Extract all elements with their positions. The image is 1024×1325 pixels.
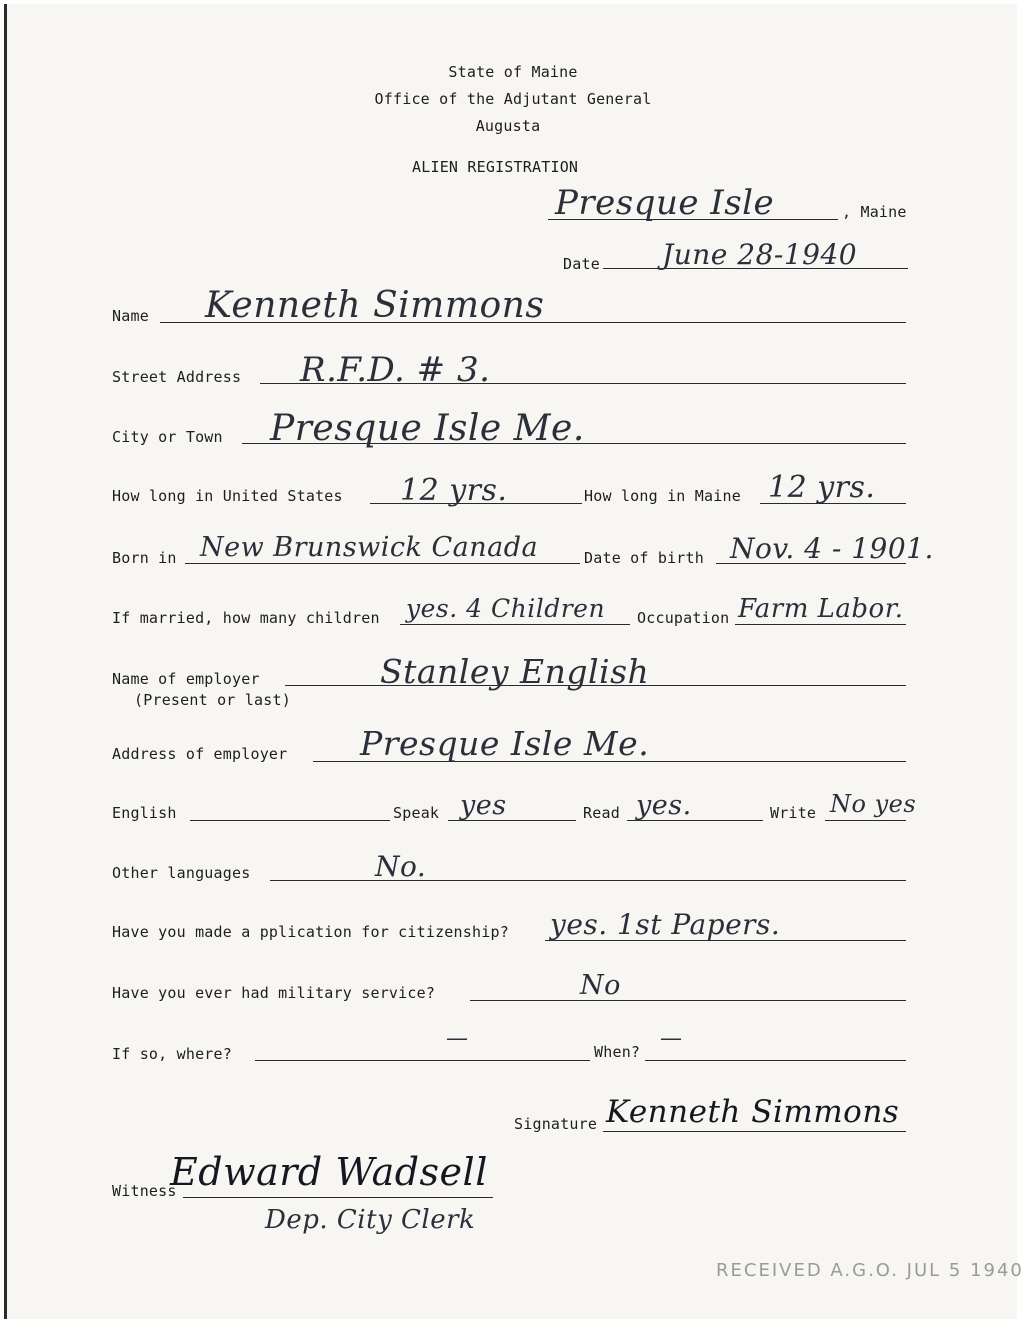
place-suffix: , Maine <box>842 203 907 221</box>
occupation-label: Occupation <box>637 609 730 627</box>
employer-address-value: Presque Isle Me. <box>360 724 650 763</box>
read-label: Read <box>583 804 620 822</box>
write-value: No yes <box>830 790 917 818</box>
witness-line <box>183 1197 493 1198</box>
city-value: Presque Isle Me. <box>270 408 585 449</box>
witness-title: Dep. City Clerk <box>265 1205 476 1235</box>
name-value: Kenneth Simmons <box>205 285 545 326</box>
signature-value: Kenneth Simmons <box>606 1094 900 1130</box>
other-languages-label: Other languages <box>112 864 251 882</box>
us-duration-label: How long in United States <box>112 487 343 505</box>
header-office: Office of the Adjutant General <box>374 90 652 108</box>
employer-value: Stanley English <box>380 652 650 691</box>
date-label: Date <box>563 255 600 273</box>
citizenship-value: yes. 1st Papers. <box>550 908 781 941</box>
where-line <box>255 1060 590 1061</box>
received-stamp: RECEIVED A.G.O. JUL 5 1940 <box>716 1260 1024 1281</box>
us-duration-value: 12 yrs. <box>400 473 508 508</box>
speak-value: yes <box>460 790 507 821</box>
date-value: June 28-1940 <box>662 238 858 271</box>
when-value: — <box>660 1026 683 1051</box>
signature-label: Signature <box>514 1115 598 1133</box>
write-label: Write <box>770 804 817 822</box>
witness-label: Witness <box>112 1182 177 1200</box>
maine-duration-label: How long in Maine <box>584 487 741 505</box>
form-title: ALIEN REGISTRATION <box>412 158 579 176</box>
speak-label: Speak <box>393 804 440 822</box>
name-label: Name <box>112 307 149 325</box>
born-line <box>185 563 580 564</box>
dob-label: Date of birth <box>584 549 704 567</box>
where-value: — <box>446 1026 469 1051</box>
occupation-value: Farm Labor. <box>738 594 904 624</box>
when-line <box>645 1060 906 1061</box>
write-line <box>825 820 906 821</box>
children-label: If married, how many children <box>112 609 380 627</box>
employer-label: Name of employer <box>112 670 260 688</box>
occupation-line <box>735 624 906 625</box>
children-line <box>400 624 630 625</box>
military-value: No <box>580 970 621 1001</box>
header-city: Augusta <box>475 117 541 135</box>
street-value: R.F.D. # 3. <box>300 350 491 390</box>
place-value: Presque Isle <box>555 183 775 223</box>
city-label: City or Town <box>112 428 223 446</box>
citizenship-label: Have you made a pplication for citizenship? <box>112 923 509 941</box>
where-label: If so, where? <box>112 1045 232 1063</box>
english-line <box>190 820 390 821</box>
maine-duration-value: 12 yrs. <box>768 470 876 505</box>
read-value: yes. <box>636 790 692 821</box>
street-label: Street Address <box>112 368 242 386</box>
other-languages-value: No. <box>375 850 427 883</box>
dob-value: Nov. 4 - 1901. <box>730 532 934 565</box>
children-value: yes. 4 Children <box>406 594 606 623</box>
other-languages-line <box>270 880 906 881</box>
header-state: State of Maine <box>448 63 578 81</box>
employer-address-label: Address of employer <box>112 745 288 763</box>
military-line <box>470 1000 906 1001</box>
born-value: New Brunswick Canada <box>200 532 539 563</box>
when-label: When? <box>594 1043 641 1061</box>
signature-line <box>603 1131 906 1132</box>
born-label: Born in <box>112 549 177 567</box>
english-label: English <box>112 804 177 822</box>
employer-sublabel: (Present or last) <box>134 691 291 709</box>
military-label: Have you ever had military service? <box>112 984 436 1002</box>
witness-value: Edward Wadsell <box>170 1150 488 1194</box>
